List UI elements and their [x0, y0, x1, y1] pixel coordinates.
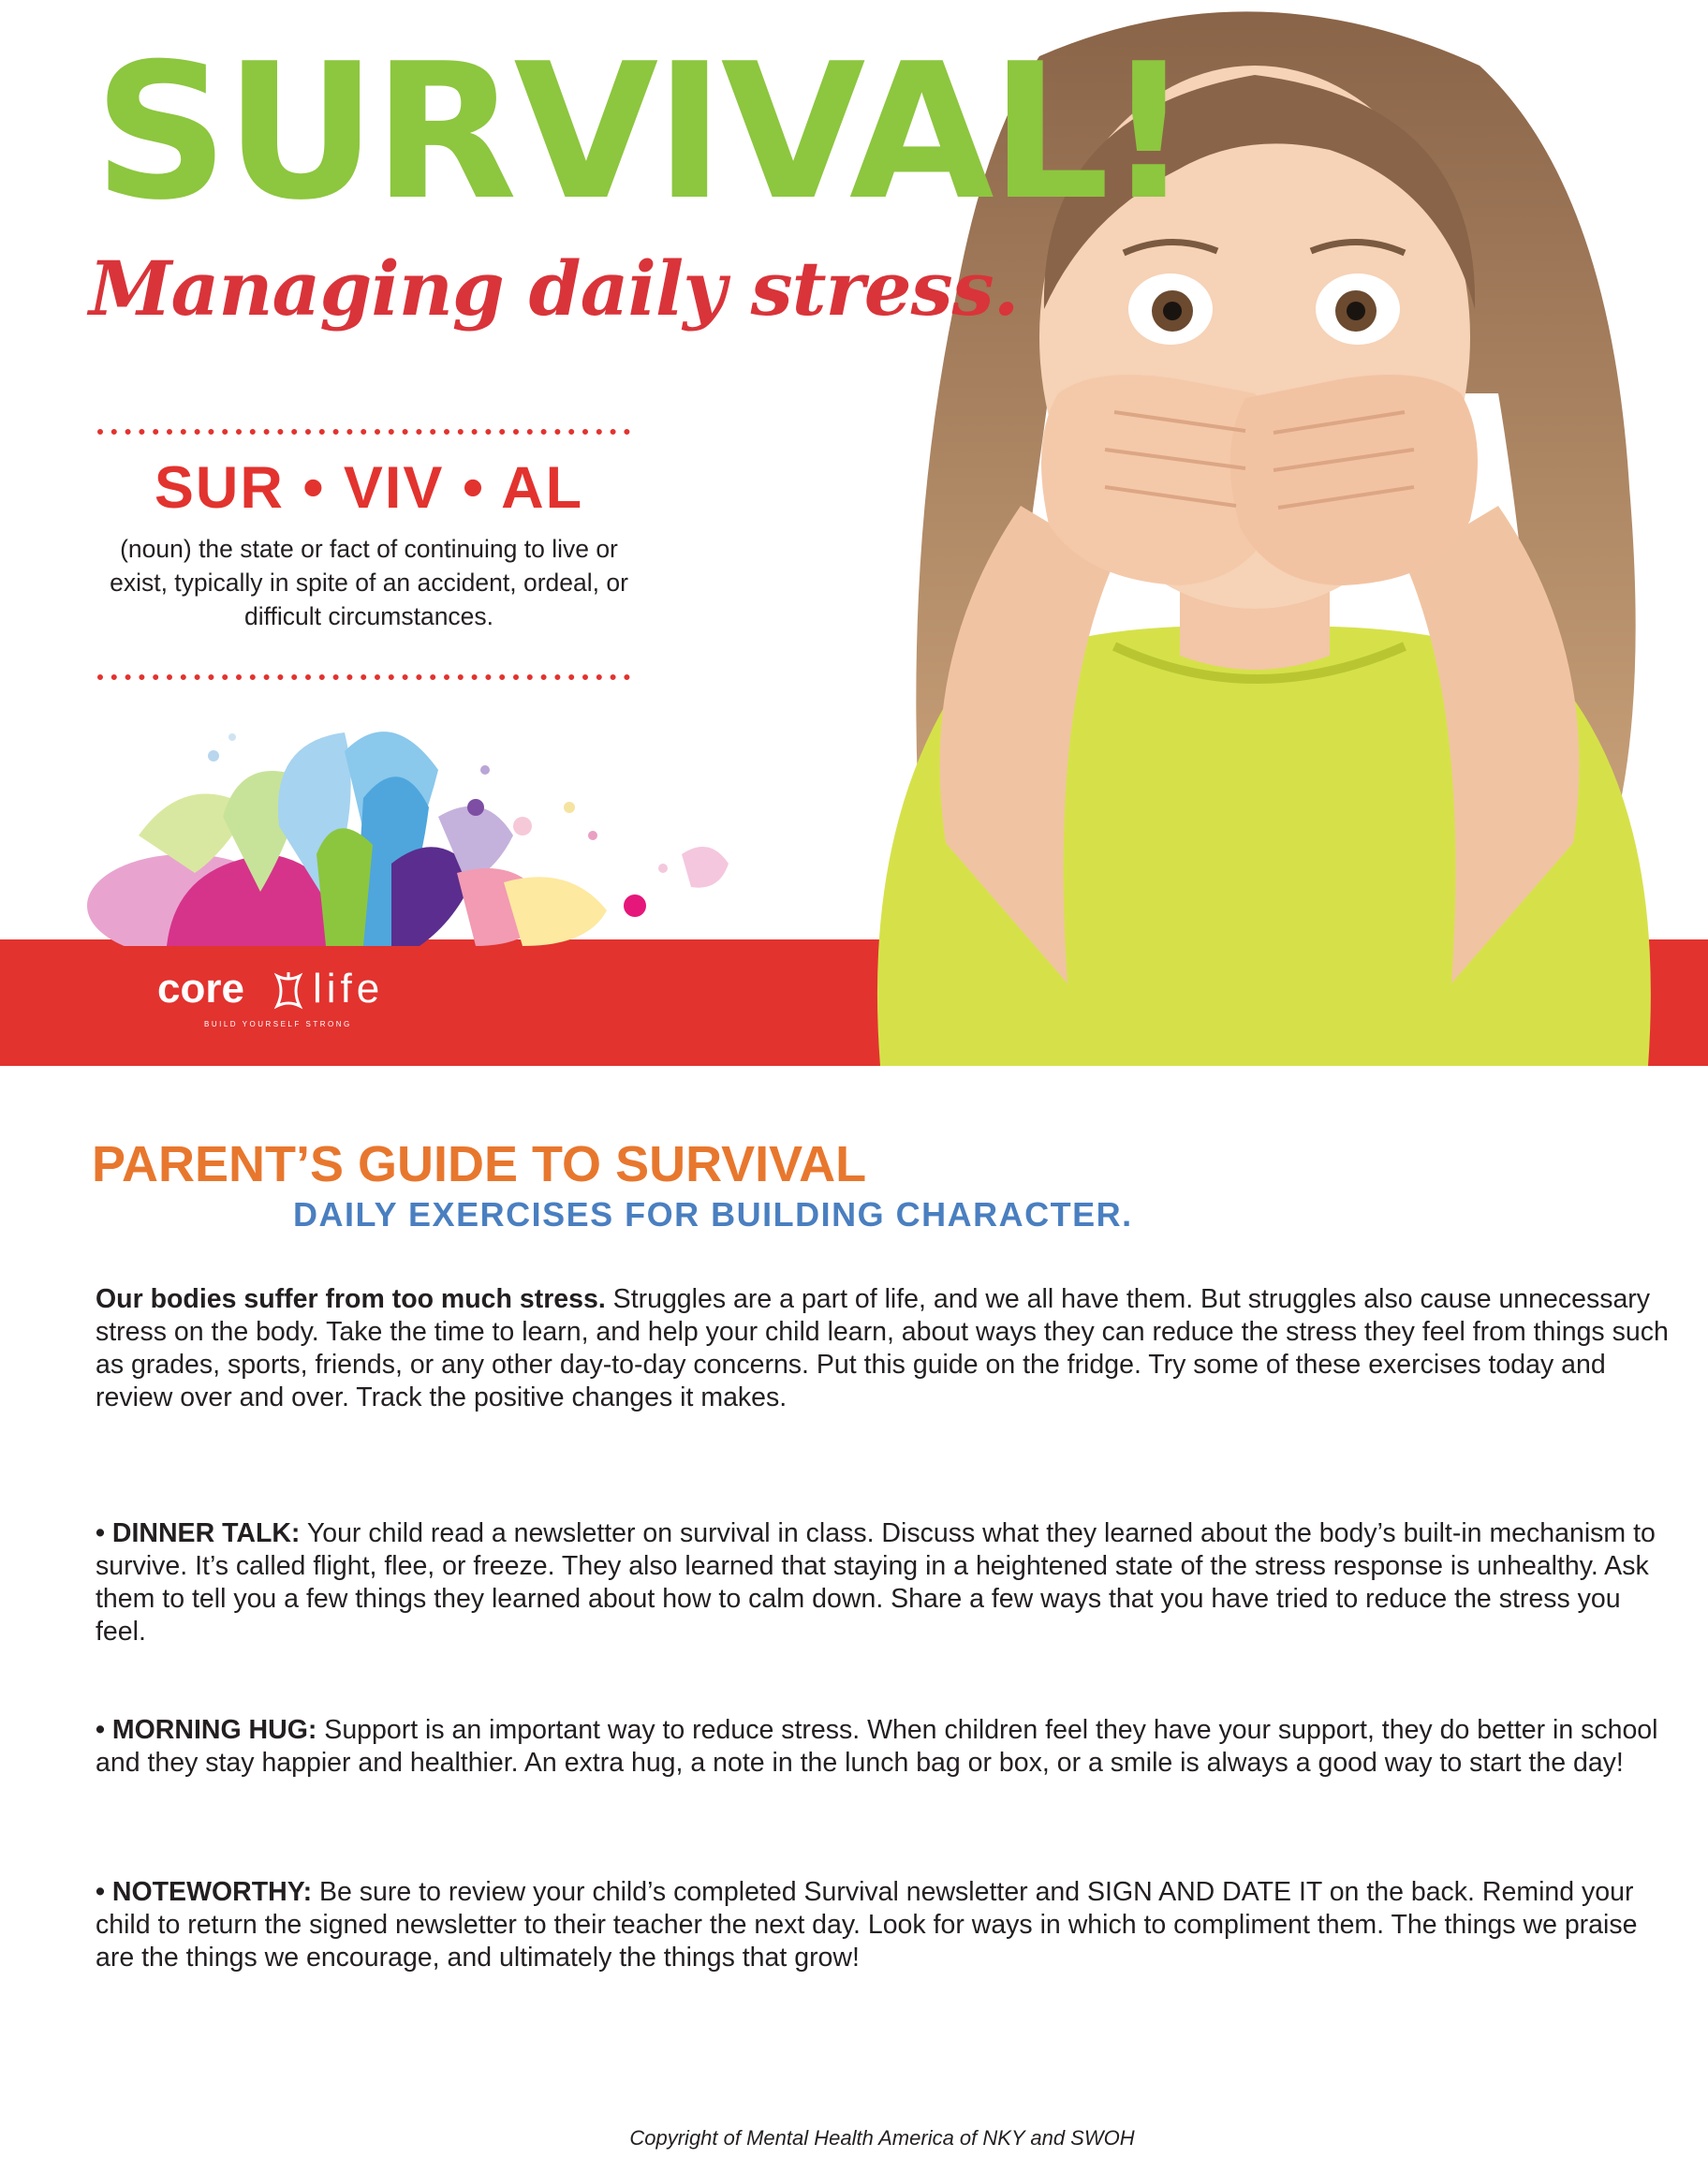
- dinner-talk-item: [96, 1517, 1669, 1648]
- copyright-notice: Copyright of Mental Health America of NKY and SWOH: [629, 2126, 1135, 2150]
- item-text: Be sure to review your child’s completed Survival newsletter and SIGN AND DATE IT on the back. Remind your child to return the signed newsletter to their teacher the next day. Look for ways in which to compliment them. The things we praise are the things we encourage, and ultimately the things that grow!: [96, 1877, 1638, 1973]
- intro-paragraph: [96, 1283, 1669, 1414]
- corelife-logo: [157, 968, 410, 1032]
- item-label: • NOTEWORTHY:: [96, 1877, 313, 1907]
- logo-core-text: core: [157, 966, 244, 1012]
- logo-tagline: BUILD YOURSELF STRONG: [204, 1020, 352, 1028]
- color-splash-graphic: [82, 714, 766, 946]
- noteworthy-item: [96, 1876, 1669, 1974]
- guide-title: PARENT’S GUIDE TO SURVIVAL: [92, 1136, 867, 1192]
- intro-body: Struggles are a part of life, and we all have them. But struggles also cause unnecessary stress on the body. Take the time to learn, and help your child learn, about ways they can reduce the stress they feel from things such as grades, sports, friends, or any other day-to-day concerns. Put this guide on the fridge. Try some of these exercises today and review over and over. Track the positive changes it makes.: [96, 1284, 1669, 1412]
- item-text: Support is an important way to reduce stress. When children feel they have your support, they do better in school and they stay happier and healthier. An extra hug, a note in the lunch bag or box, or a smile is always a good way to start the day!: [96, 1715, 1658, 1778]
- dotted-divider: [96, 427, 641, 436]
- page-subtitle: Managing daily stress.: [89, 244, 1019, 333]
- morning-hug-item: [96, 1714, 1669, 1780]
- intro-lead: Our bodies suffer from too much stress.: [96, 1284, 606, 1314]
- dotted-divider: [96, 673, 641, 682]
- apple-core-icon: [272, 972, 305, 1010]
- definition-text: (noun) the state or fact of continuing to live or exist, typically in spite of an accident, ordeal, or difficult circumstances.: [110, 535, 628, 630]
- definition-word: SUR • VIV • AL: [154, 455, 584, 521]
- hero-banner: [0, 0, 1708, 1066]
- item-text: Your child read a newsletter on survival in class. Discuss what they learned about the body’s built-in mechanism to survive. It’s called flight, flee, or freeze. They also learned that staying in a heightened state of the stress response is unhealthy. Ask them to tell you a few things they learned about how to calm down. Share a few ways that you have tried to reduce the stress you feel.: [96, 1518, 1656, 1647]
- logo-life-text: life: [313, 966, 385, 1012]
- page-title: SURVIVAL!: [94, 23, 1188, 242]
- guide-subtitle: DAILY EXERCISES FOR BUILDING CHARACTER.: [293, 1195, 1133, 1234]
- item-label: • DINNER TALK:: [96, 1518, 301, 1548]
- item-label: • MORNING HUG:: [96, 1715, 317, 1745]
